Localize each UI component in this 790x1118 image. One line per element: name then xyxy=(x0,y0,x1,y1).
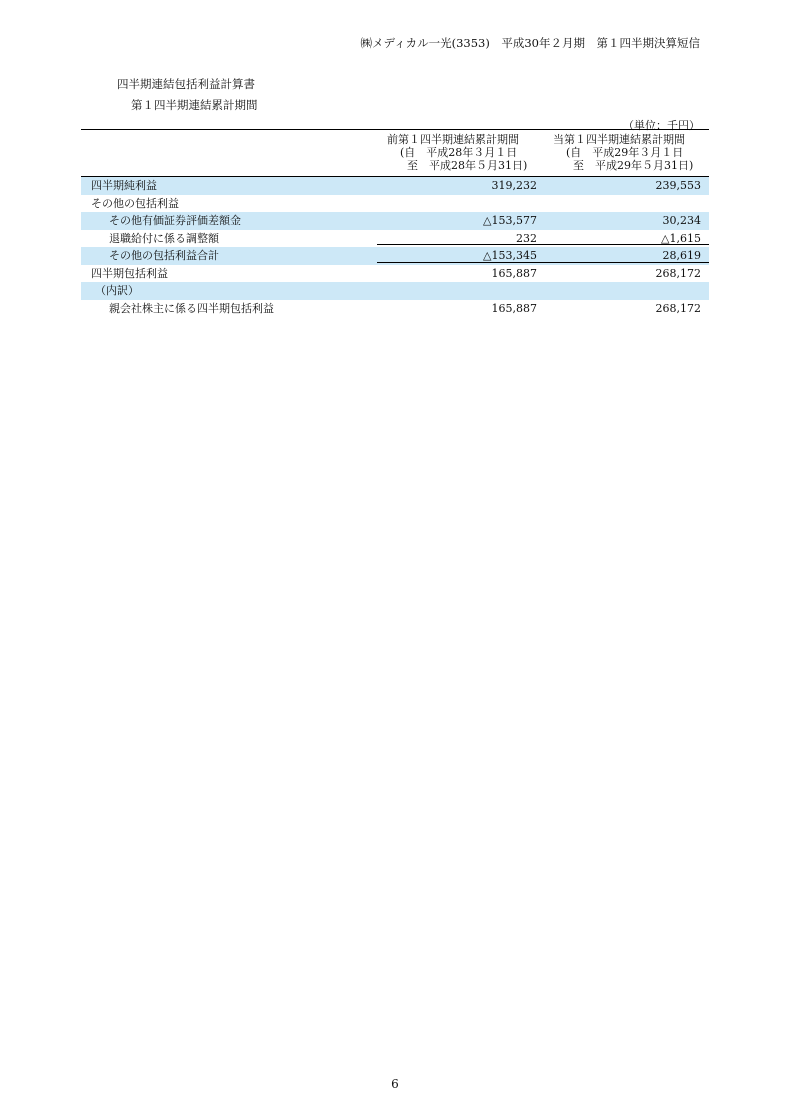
row-value-curr: 30,234 xyxy=(662,214,701,227)
row-label: 親会社株主に係る四半期包括利益 xyxy=(109,301,274,315)
table-row xyxy=(81,265,709,283)
table-row xyxy=(81,282,709,300)
table-row xyxy=(81,176,709,195)
column-header-prev-line1: 前第１四半期連結累計期間 xyxy=(387,133,519,146)
row-label: 退職給付に係る調整額 xyxy=(109,231,219,245)
column-header-prev xyxy=(385,133,545,172)
unit-label: （単位：千円） xyxy=(623,119,700,132)
table-row xyxy=(81,212,709,230)
row-value-curr: △1,615 xyxy=(661,231,701,245)
row-value-prev: 165,887 xyxy=(491,266,537,280)
subtotal-rule xyxy=(377,244,709,245)
row-value-prev: △153,577 xyxy=(483,214,537,227)
row-value-curr: 268,172 xyxy=(655,301,701,315)
row-value-curr: 268,172 xyxy=(655,266,701,280)
column-header-curr xyxy=(550,133,709,172)
row-label: その他の包括利益 xyxy=(91,196,179,210)
row-label: （内訳） xyxy=(95,284,139,297)
row-value-prev: △153,345 xyxy=(483,249,537,262)
row-label: その他有価証券評価差額金 xyxy=(109,214,241,227)
row-value-curr: 239,553 xyxy=(655,179,701,192)
statement-subtitle: 第１四半期連結累計期間 xyxy=(131,98,258,112)
row-value-prev: 165,887 xyxy=(491,301,537,315)
row-value-prev: 232 xyxy=(516,231,537,245)
total-rule xyxy=(377,262,709,263)
statement-table xyxy=(81,176,709,317)
table-row xyxy=(81,300,709,318)
row-label: 四半期包括利益 xyxy=(91,266,168,280)
column-header-curr-line3: 至 平成29年５月31日) xyxy=(573,159,694,172)
table-top-rule xyxy=(81,129,709,130)
column-header-prev-line2: (自 平成28年３月１日 xyxy=(400,146,518,159)
document-header: ㈱メディカル一光(3353) 平成30年２月期 第１四半期決算短信 xyxy=(360,36,700,50)
column-header-prev-line3: 至 平成28年５月31日) xyxy=(407,159,528,172)
column-header-curr-line2: (自 平成29年３月１日 xyxy=(566,146,684,159)
row-label: 四半期純利益 xyxy=(91,179,157,192)
statement-title: 四半期連結包括利益計算書 xyxy=(117,77,255,91)
row-value-curr: 28,619 xyxy=(662,249,701,262)
page-number: 6 xyxy=(391,1077,399,1091)
row-label: その他の包括利益合計 xyxy=(109,249,219,262)
row-value-prev: 319,232 xyxy=(491,179,537,192)
column-header-curr-line1: 当第１四半期連結累計期間 xyxy=(553,133,685,146)
table-row xyxy=(81,195,709,213)
